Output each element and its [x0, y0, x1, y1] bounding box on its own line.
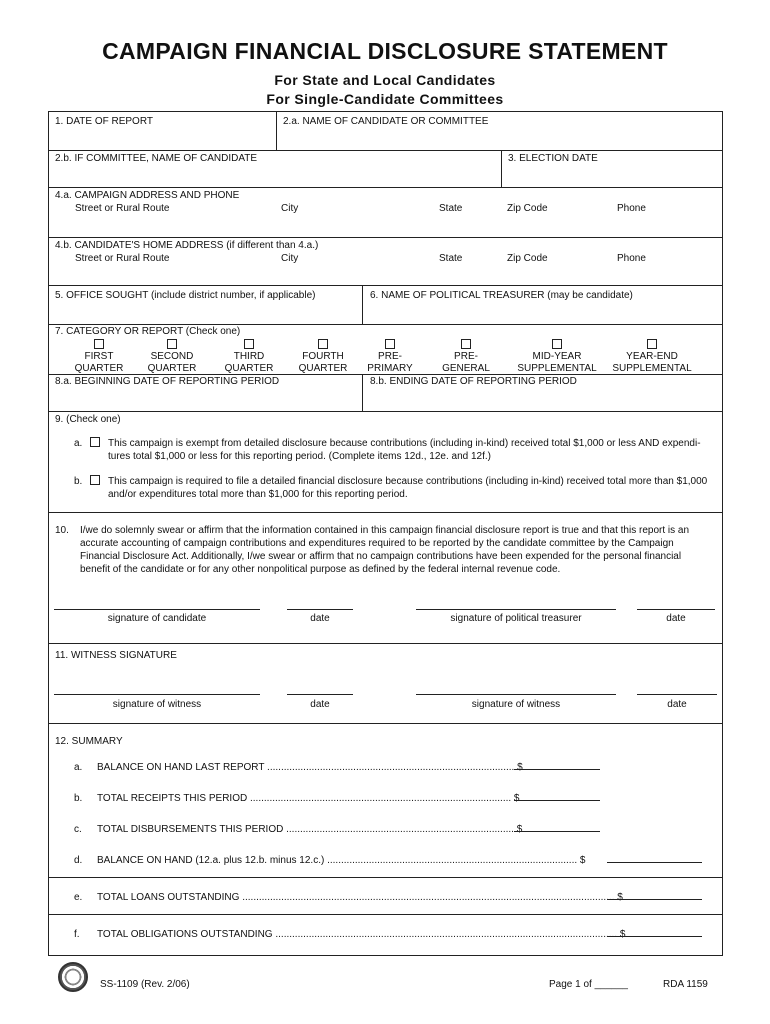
category-line1: FOURTH — [302, 351, 344, 362]
category-line2: QUARTER — [74, 363, 124, 374]
row-divider — [48, 237, 723, 238]
summary-letter: a. — [74, 762, 83, 773]
row-divider — [48, 643, 723, 644]
row-divider — [48, 150, 723, 151]
summary-letter: e. — [74, 892, 83, 903]
form-title: CAMPAIGN FINANCIAL DISCLOSURE STATEMENT — [102, 38, 668, 64]
summary-balance-last-field[interactable] — [514, 769, 600, 770]
beginning-date-label: 8.a. BEGINNING DATE OF REPORTING PERIOD — [55, 376, 280, 387]
category-first-quarter-checkbox[interactable] — [94, 339, 104, 349]
treasurer-name-label: 6. NAME OF POLITICAL TREASURER (may be candidate) — [370, 290, 633, 301]
category-line2: GENERAL — [442, 363, 490, 374]
category-report-label: 7. CATEGORY OR REPORT (Check one) — [55, 326, 241, 337]
witness-signature-caption: signature of witness — [112, 699, 202, 710]
summary-disbursements-field[interactable] — [514, 831, 600, 832]
col-divider — [276, 111, 277, 150]
candidate-date-line[interactable] — [287, 609, 353, 610]
treasurer-signature-caption: signature of political treasurer — [450, 613, 582, 624]
summary-letter: d. — [74, 855, 83, 866]
row-divider — [48, 877, 723, 878]
city-label: City — [281, 203, 299, 214]
row-divider — [48, 411, 723, 412]
summary-obligations-field[interactable] — [607, 936, 702, 937]
summary-receipts-field[interactable] — [514, 800, 600, 801]
category-fourth-quarter-checkbox[interactable] — [318, 339, 328, 349]
col-divider — [362, 285, 363, 324]
summary-loans-field[interactable] — [607, 899, 702, 900]
category-pre-general-checkbox[interactable] — [461, 339, 471, 349]
col-divider — [362, 374, 363, 411]
form-subtitle-committees: For Single-Candidate Committees — [266, 91, 504, 107]
oath-text: benefit of the candidate or for any other nonpolitical purpose as defined by the federal internal revenue code. — [80, 564, 561, 575]
witness-signature-title: 11. WITNESS SIGNATURE — [55, 650, 177, 661]
category-line1: THIRD — [233, 351, 265, 362]
category-line1: PRE- — [378, 351, 402, 362]
category-line1: PRE- — [454, 351, 478, 362]
category-line2: QUARTER — [298, 363, 348, 374]
category-pre-primary-checkbox[interactable] — [385, 339, 395, 349]
category-line2: SUPPLEMENTAL — [612, 363, 692, 374]
committee-candidate-label: 2.b. IF COMMITTEE, NAME OF CANDIDATE — [55, 153, 258, 164]
oath-number: 10. — [55, 525, 69, 536]
category-third-quarter-checkbox[interactable] — [244, 339, 254, 349]
form-subtitle-state-local: For State and Local Candidates — [274, 72, 496, 88]
category-line2: PRIMARY — [367, 363, 413, 374]
election-date-label: 3. ELECTION DATE — [508, 153, 598, 164]
witness-date-line[interactable] — [287, 694, 353, 695]
row-divider — [48, 324, 723, 325]
summary-balance-on-hand-field[interactable] — [607, 862, 702, 863]
summary-letter: f. — [74, 929, 80, 940]
office-sought-label: 5. OFFICE SOUGHT (include district number, if applicable) — [55, 290, 316, 301]
row-divider — [48, 285, 723, 286]
rda-number: RDA 1159 — [663, 979, 708, 990]
street-label: Street or Rural Route — [75, 253, 170, 264]
home-address-label: 4.b. CANDIDATE'S HOME ADDRESS (if different than 4.a.) — [55, 240, 319, 251]
check-one-label: 9. (Check one) — [55, 414, 121, 425]
category-line2: QUARTER — [147, 363, 197, 374]
option-a-checkbox[interactable] — [90, 437, 100, 447]
oath-text: I/we do solemnly swear or affirm that the information contained in this campaign financial disclosure report is true and that this report is an — [80, 525, 690, 536]
category-line2: SUPPLEMENTAL — [517, 363, 597, 374]
date-caption: date — [310, 699, 330, 710]
category-line1: YEAR-END — [626, 351, 678, 362]
row-divider — [48, 187, 723, 188]
witness-signature-line[interactable] — [54, 694, 260, 695]
candidate-name-label: 2.a. NAME OF CANDIDATE OR COMMITTEE — [283, 116, 489, 127]
row-divider — [48, 914, 723, 915]
treasurer-date-line[interactable] — [637, 609, 715, 610]
summary-letter: b. — [74, 793, 83, 804]
summary-balance-last-label: BALANCE ON HAND LAST REPORT ......................................................................................... $ — [97, 762, 523, 773]
summary-letter: c. — [74, 824, 82, 835]
page-number: Page 1 of ______ — [549, 979, 628, 990]
date-of-report-label: 1. DATE OF REPORT — [55, 116, 153, 127]
row-divider — [48, 512, 723, 513]
oath-text: Financial Disclosure Act. Additionally, I/we swear or affirm that no campaign contributions have been expended for the personal financial — [80, 551, 682, 562]
option-b-text: and/or expenditures total more than $1,000 for this reporting period. — [108, 489, 408, 500]
category-line1: SECOND — [150, 351, 194, 362]
oath-text: accurate accounting of campaign contributions and expenditures required to be reported by the candidate committee by the Campaign — [80, 538, 674, 549]
zip-label: Zip Code — [507, 203, 548, 214]
candidate-signature-line[interactable] — [54, 609, 260, 610]
option-b-checkbox[interactable] — [90, 475, 100, 485]
witness-signature-line[interactable] — [416, 694, 616, 695]
state-label: State — [439, 253, 463, 264]
summary-title: 12. SUMMARY — [55, 736, 123, 747]
city-label: City — [281, 253, 299, 264]
treasurer-signature-line[interactable] — [416, 609, 616, 610]
category-line1: FIRST — [84, 351, 114, 362]
zip-label: Zip Code — [507, 253, 548, 264]
category-line2: QUARTER — [224, 363, 274, 374]
street-label: Street or Rural Route — [75, 203, 170, 214]
witness-date-line[interactable] — [637, 694, 717, 695]
summary-receipts-label: TOTAL RECEIPTS THIS PERIOD .............................................................................................. $ — [97, 793, 520, 804]
date-caption: date — [667, 699, 687, 710]
state-seal-icon — [58, 962, 88, 992]
col-divider — [501, 150, 502, 187]
category-mid-year-checkbox[interactable] — [552, 339, 562, 349]
date-caption: date — [666, 613, 686, 624]
category-line1: MID-YEAR — [532, 351, 582, 362]
phone-label: Phone — [617, 203, 646, 214]
witness-signature-caption: signature of witness — [471, 699, 561, 710]
category-second-quarter-checkbox[interactable] — [167, 339, 177, 349]
option-b-text: This campaign is required to file a detailed financial disclosure because contributions (including in-kind) received total more than $1,000 — [108, 476, 708, 487]
date-caption: date — [310, 613, 330, 624]
ending-date-label: 8.b. ENDING DATE OF REPORTING PERIOD — [370, 376, 577, 387]
category-year-end-checkbox[interactable] — [647, 339, 657, 349]
state-label: State — [439, 203, 463, 214]
row-divider — [48, 723, 723, 724]
campaign-address-label: 4.a. CAMPAIGN ADDRESS AND PHONE — [55, 190, 240, 201]
summary-balance-on-hand-label: BALANCE ON HAND (12.a. plus 12.b. minus 12.c.) .......................................................................................... $ — [97, 855, 586, 866]
option-a-text: This campaign is exempt from detailed disclosure because contributions (including in-kind) received total $1,000 or less AND expendi- — [108, 438, 701, 449]
phone-label: Phone — [617, 253, 646, 264]
form-number: SS-1109 (Rev. 2/06) — [100, 979, 190, 990]
option-b-letter: b. — [74, 476, 83, 487]
summary-disbursements-label: TOTAL DISBURSEMENTS THIS PERIOD .................................................................................. $ — [97, 824, 523, 835]
summary-loans-label: TOTAL LOANS OUTSTANDING ...................................................................................................................................... $ — [97, 892, 623, 903]
option-a-text: tures total $1,000 or less for this reporting period. (Complete items 12d., 12e. and 12f.) — [108, 451, 491, 462]
option-a-letter: a. — [74, 438, 83, 449]
summary-obligations-label: TOTAL OBLIGATIONS OUTSTANDING ........................................................................................................................... $ — [97, 929, 626, 940]
candidate-signature-caption: signature of candidate — [107, 613, 207, 624]
